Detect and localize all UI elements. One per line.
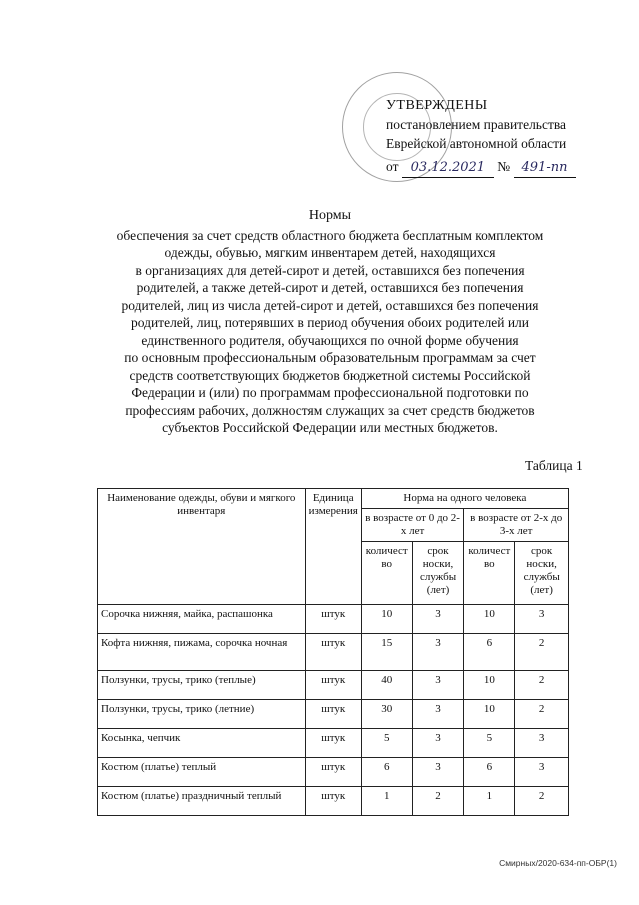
cell-unit: штук (305, 787, 361, 816)
header-term: срок носки, службы (лет) (515, 542, 569, 605)
cell-term-2-3: 3 (515, 729, 569, 758)
heading-line: по основным профессиональным образовательным программам за счет (124, 350, 536, 365)
heading-line: родителей, лиц из числа детей-сирот и детей, оставшихся без попечения (121, 297, 539, 313)
cell-term-2-3: 2 (515, 787, 569, 816)
cell-name: Костюм (платье) теплый (98, 758, 306, 787)
cell-term-0-2: 3 (412, 671, 464, 700)
cell-quantity-0-2: 6 (361, 758, 412, 787)
cell-quantity-0-2: 15 (361, 634, 412, 671)
cell-quantity-2-3: 10 (464, 700, 515, 729)
heading-line: единственного родителя, обучающихся по очной форме обучения (141, 332, 519, 348)
heading-line: профессиям рабочих, должностям служащих за счет средств бюджетов (125, 402, 535, 418)
approval-date-number (386, 157, 616, 178)
cell-quantity-2-3: 5 (464, 729, 515, 758)
cell-term-2-3: 2 (515, 634, 569, 671)
approval-line-1: постановлением правительства (386, 117, 567, 132)
cell-name: Ползунки, трусы, трико (теплые) (98, 671, 306, 700)
cell-term-2-3: 2 (515, 700, 569, 729)
cell-name: Ползунки, трусы, трико (летние) (98, 700, 306, 729)
cell-term-0-2: 3 (412, 700, 464, 729)
norms-table (97, 488, 569, 816)
cell-term-0-2: 2 (412, 787, 464, 816)
cell-unit: штук (305, 700, 361, 729)
number-value: 491-пп (514, 158, 576, 178)
heading-line: Федерации и (или) по программам профессиональной подготовки по (131, 385, 529, 400)
heading-line: родителей, лиц, потерявших в период обучения обоих родителей или (130, 315, 530, 330)
cell-unit: штук (305, 634, 361, 671)
date-value: 03.12.2021 (402, 158, 494, 178)
approval-line-2: Еврейской автономной области (386, 136, 567, 151)
table-row (98, 758, 569, 787)
cell-name: Косынка, чепчик (98, 729, 306, 758)
cell-quantity-0-2: 5 (361, 729, 412, 758)
cell-term-2-3: 3 (515, 758, 569, 787)
number-prefix: № (497, 159, 511, 174)
document-footer: Смирных/2020-634-пп-ОБР(1) (499, 858, 617, 868)
cell-term-2-3: 3 (515, 605, 569, 634)
document-title: Нормы (308, 208, 352, 223)
cell-quantity-0-2: 40 (361, 671, 412, 700)
cell-quantity-2-3: 6 (464, 634, 515, 671)
heading-line: одежды, обувью, мягким инвентарем детей, находящихся (164, 245, 496, 260)
heading-line: родителей, а также детей-сирот и детей, оставшихся без попечения (136, 280, 524, 295)
cell-quantity-2-3: 10 (464, 671, 515, 700)
header-age-group: в возрасте от 0 до 2-х лет (361, 509, 464, 542)
table-label: Таблица 1 (525, 458, 583, 473)
cell-unit: штук (305, 605, 361, 634)
cell-name: Сорочка нижняя, майка, распашонка (98, 605, 306, 634)
cell-term-0-2: 3 (412, 605, 464, 634)
cell-term-0-2: 3 (412, 729, 464, 758)
header-age-group: в возрасте от 2-х до 3-х лет (464, 509, 569, 542)
cell-unit: штук (305, 729, 361, 758)
cell-quantity-2-3: 6 (464, 758, 515, 787)
date-prefix: от (386, 159, 399, 174)
cell-term-0-2: 3 (412, 634, 464, 671)
table-row (98, 634, 569, 671)
cell-term-0-2: 3 (412, 758, 464, 787)
cell-term-2-3: 2 (515, 671, 569, 700)
cell-name: Кофта нижняя, пижама, сорочка ночная (98, 634, 306, 671)
table-row (98, 729, 569, 758)
header-unit: Единица измерения (305, 489, 361, 605)
header-norm: Норма на одного человека (361, 489, 568, 509)
header-name: Наименование одежды, обуви и мягкого инвентаря (98, 489, 306, 605)
heading-line: средств соответствующих бюджетов бюджетной системы Российской (129, 367, 531, 383)
cell-quantity-0-2: 10 (361, 605, 412, 634)
header-quantity: количество (361, 542, 412, 605)
header-quantity: количество (464, 542, 515, 605)
heading-line: в организациях для детей-сирот и детей, оставшихся без попечения (135, 262, 525, 278)
table-row (98, 700, 569, 729)
cell-quantity-0-2: 30 (361, 700, 412, 729)
cell-quantity-2-3: 1 (464, 787, 515, 816)
cell-quantity-0-2: 1 (361, 787, 412, 816)
document-heading (90, 207, 570, 437)
table-row (98, 605, 569, 634)
heading-line: субъектов Российской Федерации или местных бюджетов. (162, 420, 498, 435)
cell-quantity-2-3: 10 (464, 605, 515, 634)
table-row (98, 787, 569, 816)
cell-unit: штук (305, 758, 361, 787)
table-header-row (98, 489, 569, 509)
table-row (98, 671, 569, 700)
cell-name: Костюм (платье) праздничный теплый (98, 787, 306, 816)
header-term: срок носки, службы (лет) (412, 542, 464, 605)
heading-line: обеспечения за счет средств областного бюджета бесплатным комплектом (116, 227, 544, 243)
approval-block (386, 96, 616, 178)
cell-unit: штук (305, 671, 361, 700)
approval-title: УТВЕРЖДЕНЫ (386, 98, 488, 113)
